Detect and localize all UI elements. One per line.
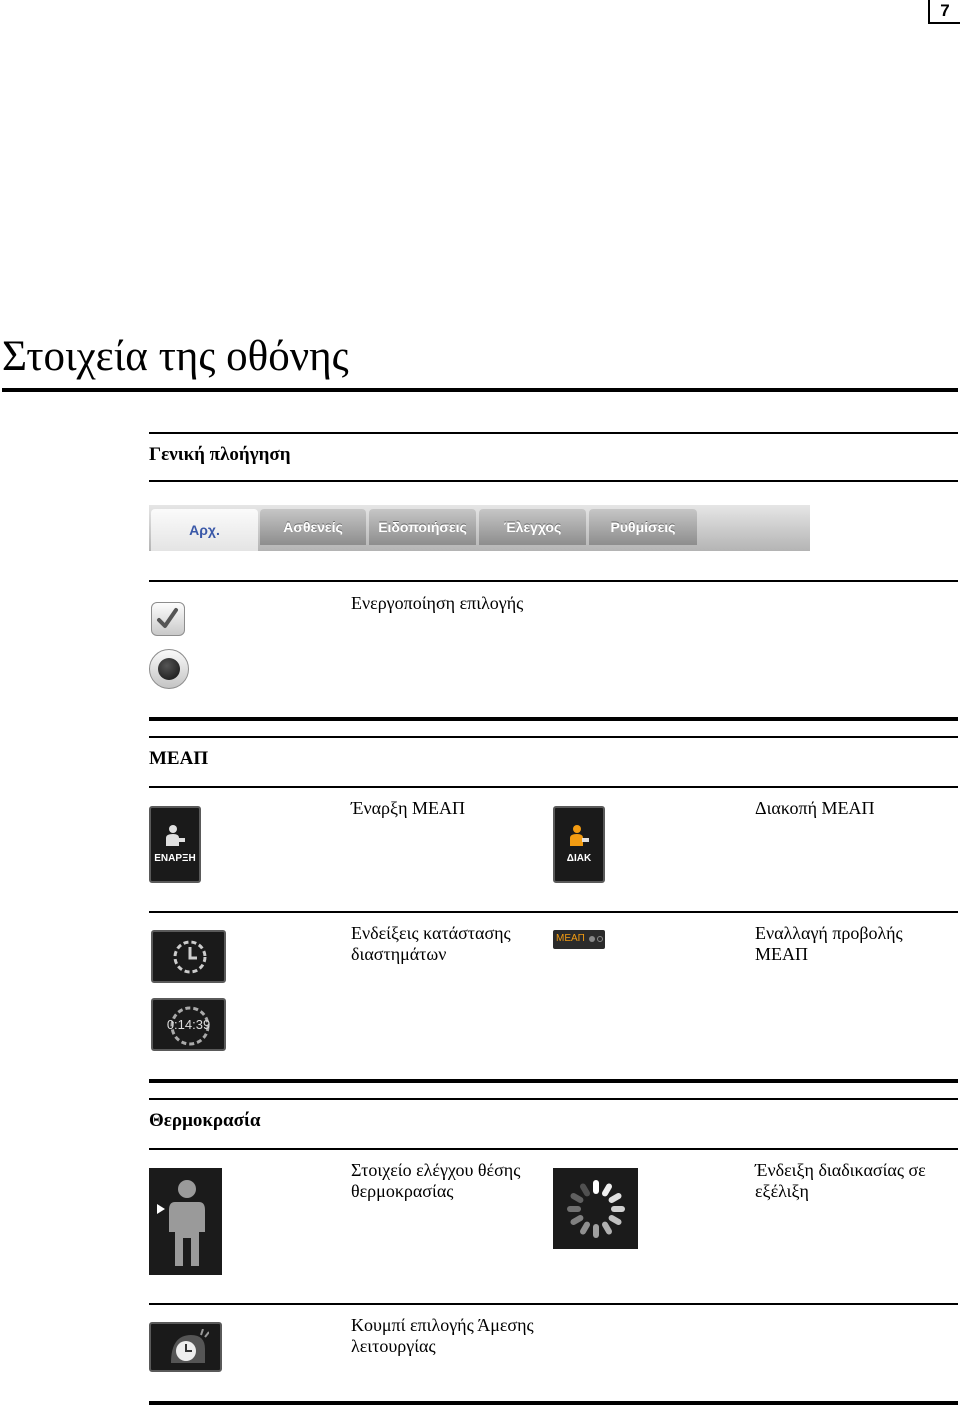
nibp-toggle-label (755, 923, 903, 965)
clock-snail-icon (165, 1329, 209, 1367)
section-rule (149, 911, 958, 913)
nibp-heading: ΜΕΑΠ (149, 748, 209, 769)
direct-mode-label-line1: Κουμπί επιλογής Άμεσης (351, 1315, 534, 1335)
interval-timer-text: 0:14:39 (166, 1017, 211, 1032)
direct-mode-label (351, 1315, 534, 1357)
checkmark-icon (152, 603, 184, 635)
section-rule (149, 1303, 958, 1305)
interval-clock-icon (170, 937, 210, 977)
page-number: 7 (928, 0, 960, 24)
temp-site-label (351, 1160, 520, 1202)
section-rule (149, 786, 958, 788)
interval-timer-icon (151, 998, 226, 1051)
tab-alarms[interactable]: Ειδοποιήσεις (369, 509, 476, 545)
nibp-toggle-label-line2: ΜΕΑΠ (755, 944, 808, 964)
title-rule (2, 388, 958, 392)
progress-indicator-label (755, 1160, 926, 1202)
tab-patients[interactable]: Ασθενείς (260, 509, 366, 545)
direct-mode-label-line2: λειτουργίας (351, 1336, 436, 1356)
nibp-start-button-text: ΕΝΑΡΞΗ (154, 853, 196, 864)
patient-cuff-icon (569, 824, 591, 848)
nibp-toggle-label-line1: Εναλλαγή προβολής (755, 923, 903, 943)
section-rule (149, 717, 958, 721)
nibp-stop-label: Διακοπή ΜΕΑΠ (755, 798, 875, 818)
tab-settings[interactable]: Ρυθμίσεις (589, 509, 697, 545)
nibp-toggle-button-text: ΜΕΑΠ (556, 933, 585, 944)
temp-site-label-line1: Στοιχείο ελέγχου θέσης (351, 1160, 521, 1180)
interval-status-label-line1: Ενδείξεις κατάστασης (351, 923, 511, 943)
toggle-dot-icon (589, 936, 595, 942)
nibp-toggle-button[interactable] (553, 930, 605, 949)
direct-mode-button[interactable] (149, 1322, 222, 1372)
radio-selected[interactable] (149, 649, 189, 689)
page-title: Στοιχεία της οθόνης (2, 333, 349, 380)
interval-status-icon (151, 930, 226, 983)
interval-status-label-line2: διαστημάτων (351, 944, 447, 964)
temperature-heading: Θερμοκρασία (149, 1110, 261, 1131)
toggle-dot-icon (597, 936, 603, 942)
navigation-heading: Γενική πλοήγηση (149, 444, 291, 465)
temp-site-label-line2: θερμοκρασίας (351, 1181, 454, 1201)
progress-indicator-label-line2: εξέλιξη (755, 1181, 809, 1201)
tab-review[interactable]: Έλεγχος (479, 509, 586, 545)
progress-indicator (553, 1168, 638, 1249)
progress-indicator-label-line1: Ένδειξη διαδικασίας σε (755, 1160, 926, 1180)
patient-cuff-icon (165, 824, 187, 848)
section-rule (149, 736, 958, 738)
section-rule (149, 1079, 958, 1083)
section-rule (149, 1148, 958, 1150)
interval-status-label (351, 923, 511, 965)
nibp-start-button[interactable] (149, 806, 201, 883)
temp-site-control[interactable] (149, 1168, 222, 1275)
section-rule (149, 1098, 958, 1100)
radio-dot-icon (158, 658, 180, 680)
section-rule (149, 580, 958, 582)
body-figure-icon (155, 1176, 217, 1268)
spinner-icon (563, 1176, 629, 1242)
option-enable-label: Ενεργοποίηση επιλογής (351, 593, 524, 613)
section-rule (149, 480, 958, 482)
section-rule (149, 432, 958, 434)
nibp-stop-button[interactable] (553, 806, 605, 883)
checkbox-checked[interactable] (151, 602, 185, 636)
nibp-stop-button-text: ΔΙΑΚ (566, 853, 592, 864)
navigation-tab-bar (149, 505, 810, 551)
section-rule (149, 1401, 958, 1405)
tab-home[interactable]: Αρχ. (151, 509, 258, 551)
nibp-start-label: Έναρξη ΜΕΑΠ (351, 798, 465, 818)
